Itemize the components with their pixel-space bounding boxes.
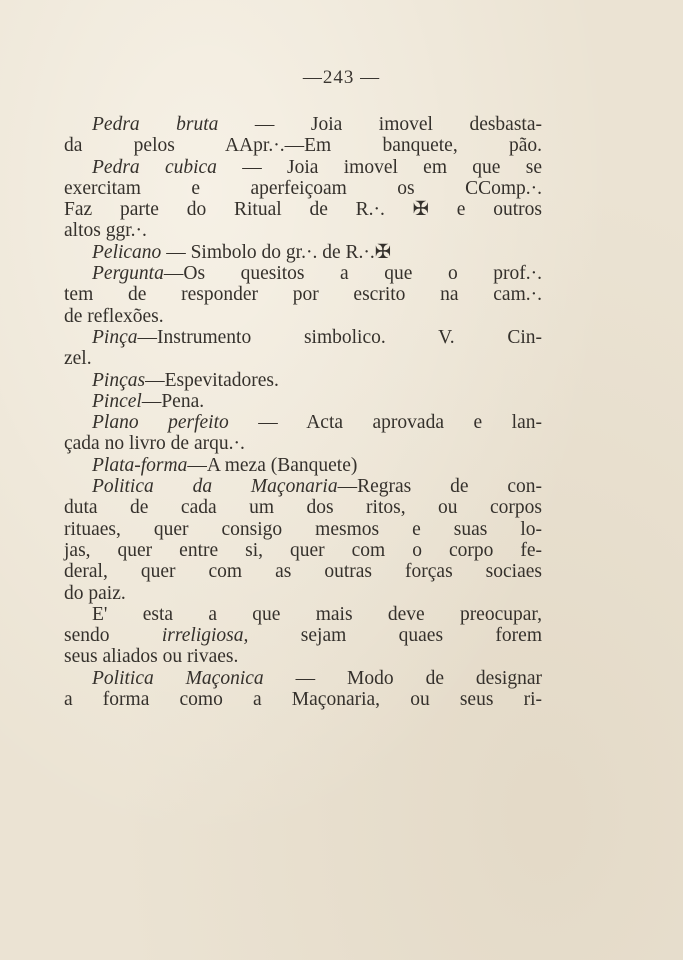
text-line: do paiz. xyxy=(64,582,126,604)
text-line: Pincel—Pena. xyxy=(92,390,205,412)
text-line: altos ggr.·. xyxy=(64,220,147,242)
text-line: a forma como a Maçonaria, ou seus ri- xyxy=(64,689,542,711)
text-line: jas, quer entre si, quer com o corpo fe- xyxy=(64,539,542,561)
text-line: rituaes, quer consigo mesmos e suas lo- xyxy=(64,518,542,540)
page-number: —243 — xyxy=(302,67,381,88)
text-line: Politica da Maçonaria—Regras de con- xyxy=(92,476,542,498)
text-line: Politica Maçonica — Modo de designar xyxy=(92,667,542,689)
text-line: E' esta a que mais deve preocupar, xyxy=(92,603,542,625)
text-line: duta de cada um dos ritos, ou corpos xyxy=(64,497,542,519)
text-line: çada no livro de arqu.·. xyxy=(64,433,245,455)
text-line: Plata-forma—A meza (Banquete) xyxy=(92,454,358,476)
text-line: Pelicano — Simbolo do gr.·. de R.·.✠ xyxy=(92,241,392,263)
text-line: seus aliados ou rivaes. xyxy=(64,646,239,668)
text-line: Faz parte do Ritual de R.·. ✠ e outros xyxy=(64,199,542,221)
text-line: Pinça—Instrumento simbolico. V. Cin- xyxy=(92,326,542,348)
glossary-text xyxy=(64,114,542,710)
text-line: deral, quer com as outras forças sociaes xyxy=(64,561,542,583)
text-line: Plano perfeito — Acta aprovada e lan- xyxy=(92,412,542,434)
text-line: da pelos AApr.·.—Em banquete, pão. xyxy=(64,135,542,157)
text-line: zel. xyxy=(64,348,92,370)
text-line: tem de responder por escrito na cam.·. xyxy=(64,284,542,306)
text-line: Pinças—Espevitadores. xyxy=(92,369,279,391)
text-line: Pedra bruta — Joia imovel desbasta- xyxy=(92,114,542,135)
text-line: exercitam e aperfeiçoam os CComp.·. xyxy=(64,177,542,199)
text-line: Pedra cubica — Joia imovel em que se xyxy=(92,156,542,178)
text-line: sendo irreligiosa, sejam quaes forem xyxy=(64,625,542,647)
text-line: de reflexões. xyxy=(64,305,164,327)
text-line: Pergunta—Os quesitos a que o prof.·. xyxy=(92,263,542,285)
